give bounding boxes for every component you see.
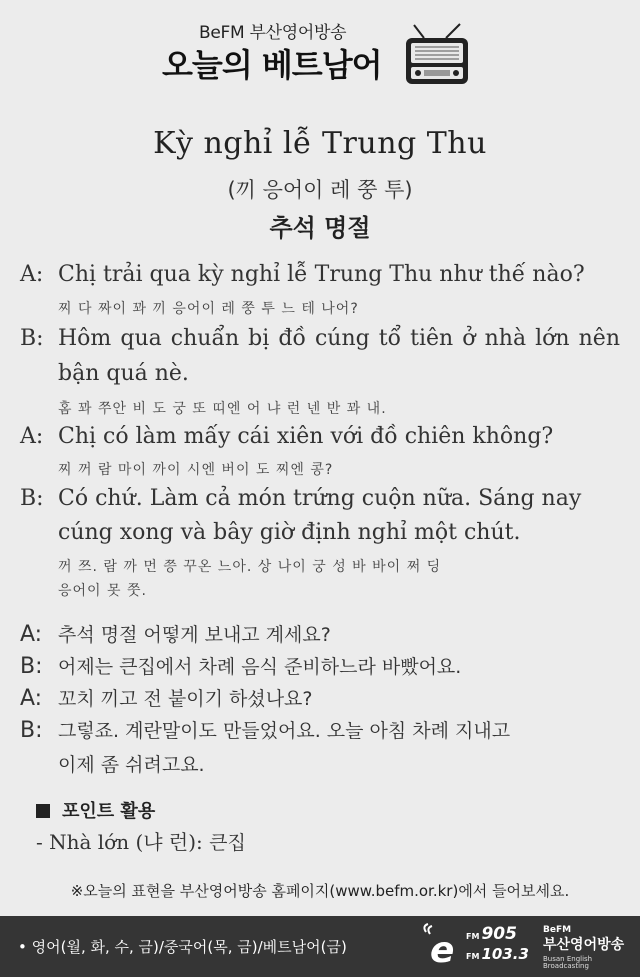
header: [0, 0, 640, 100]
korean-line: [20, 652, 461, 679]
dialogue-line-cont: cúng xong và bây giờ định nghỉ một chút.: [58, 520, 521, 545]
point-item-ko: 큰집: [209, 832, 246, 854]
frequency: [466, 926, 529, 962]
dialogue-text: Chị trải qua kỳ nghỉ lễ Trung Thu như thế nào?: [58, 262, 585, 287]
korean-text: 추석 명절 어떻게 보내고 계세요?: [58, 624, 331, 646]
station-english: Busan English Broadcasting: [543, 955, 593, 970]
station-korean: 부산영어방송: [543, 937, 625, 953]
footnote: ※오늘의 표현을 부산영어방송 홈페이지(www.befm.or.kr)에서 들어보세요.: [70, 882, 570, 900]
korean-line: [20, 716, 510, 743]
dialogue-text: Có chứ. Làm cả món trứng cuộn nữa. Sáng nay: [58, 486, 582, 511]
fm-label: FM: [466, 952, 480, 961]
speaker-label: B:: [20, 654, 43, 679]
pronunciation-line: 찌 다 짜이 꽈 끼 응어이 레 쭝 투 느 테 나어?: [58, 301, 359, 317]
korean-text: 어제는 큰집에서 차례 음식 준비하느라 바빴어요.: [58, 656, 462, 678]
point-heading: [36, 797, 155, 823]
korean-line: [20, 620, 331, 647]
speaker-label: B:: [20, 718, 43, 743]
pronunciation-line: 홈 꽈 쭈안 비 도 궁 또 띠엔 어 냐 런 넨 반 꽈 내.: [58, 401, 387, 417]
pronunciation-line: 꺼 쯔. 람 까 먼 쯩 꾸온 느아. 상 나이 궁 성 바 바이 쩌 딩: [58, 559, 442, 575]
radio-icon: [402, 22, 472, 92]
brand-small: BeFM 부산영어방송: [199, 23, 347, 43]
dialogue-line: [20, 262, 585, 287]
frequency-2-wrap: [466, 947, 529, 962]
speaker-label: A:: [20, 262, 44, 287]
pronunciation-line: 찌 꺼 람 마이 까이 시엔 버이 도 찌엔 콩?: [58, 462, 334, 478]
station-small: BeFM: [543, 925, 572, 935]
dialogue-text: Hôm qua chuẩn bị đồ cúng tổ tiên ở nhà lớn nên: [58, 326, 620, 351]
pronunciation-line: 응어이 못 쭛.: [58, 583, 147, 599]
korean-line-cont: 이제 좀 쉬려고요.: [58, 754, 205, 776]
point-heading-text: 포인트 활용: [62, 801, 156, 822]
frequency-2: 103.3: [481, 945, 529, 963]
speaker-label: B:: [20, 486, 44, 511]
point-item: [36, 826, 246, 855]
title-korean: 추석 명절: [269, 214, 371, 242]
title-vietnamese: Kỳ nghỉ lễ Trung Thu: [153, 126, 487, 161]
footer-bar: [0, 916, 640, 977]
frequency-1: 905: [481, 924, 517, 944]
svg-text:e: e: [430, 930, 455, 968]
title-pronunciation: (끼 응어이 레 쭝 투): [227, 178, 413, 202]
fm-label: FM: [466, 932, 480, 941]
korean-text: 꼬치 끼고 전 붙이기 하셨나요?: [58, 688, 313, 710]
korean-text: 그렇죠. 계란말이도 만들었어요. 오늘 아침 차례 지내고: [58, 720, 511, 742]
dialogue-line-cont: bận quá nè.: [58, 361, 189, 386]
speaker-label: B:: [20, 326, 44, 351]
speaker-label: A:: [20, 622, 43, 647]
dialogue-line: [20, 424, 553, 449]
speaker-label: A:: [20, 424, 44, 449]
square-bullet-icon: [36, 804, 50, 818]
speaker-label: A:: [20, 686, 43, 711]
brand-title: 오늘의 베트남어: [162, 46, 382, 84]
broadcast-schedule: • 영어(월, 화, 수, 금)/중국어(목, 금)/베트남어(금): [18, 938, 347, 956]
point-item-vn: - Nhà lớn (냐 런):: [36, 830, 203, 854]
dialogue-text: Chị có làm mấy cái xiên với đồ chiên không?: [58, 424, 554, 449]
befm-logo-icon: [420, 922, 460, 968]
station-name: [543, 926, 640, 970]
korean-line: [20, 684, 313, 711]
dialogue-line: [20, 326, 620, 351]
dialogue-line: [20, 486, 581, 511]
